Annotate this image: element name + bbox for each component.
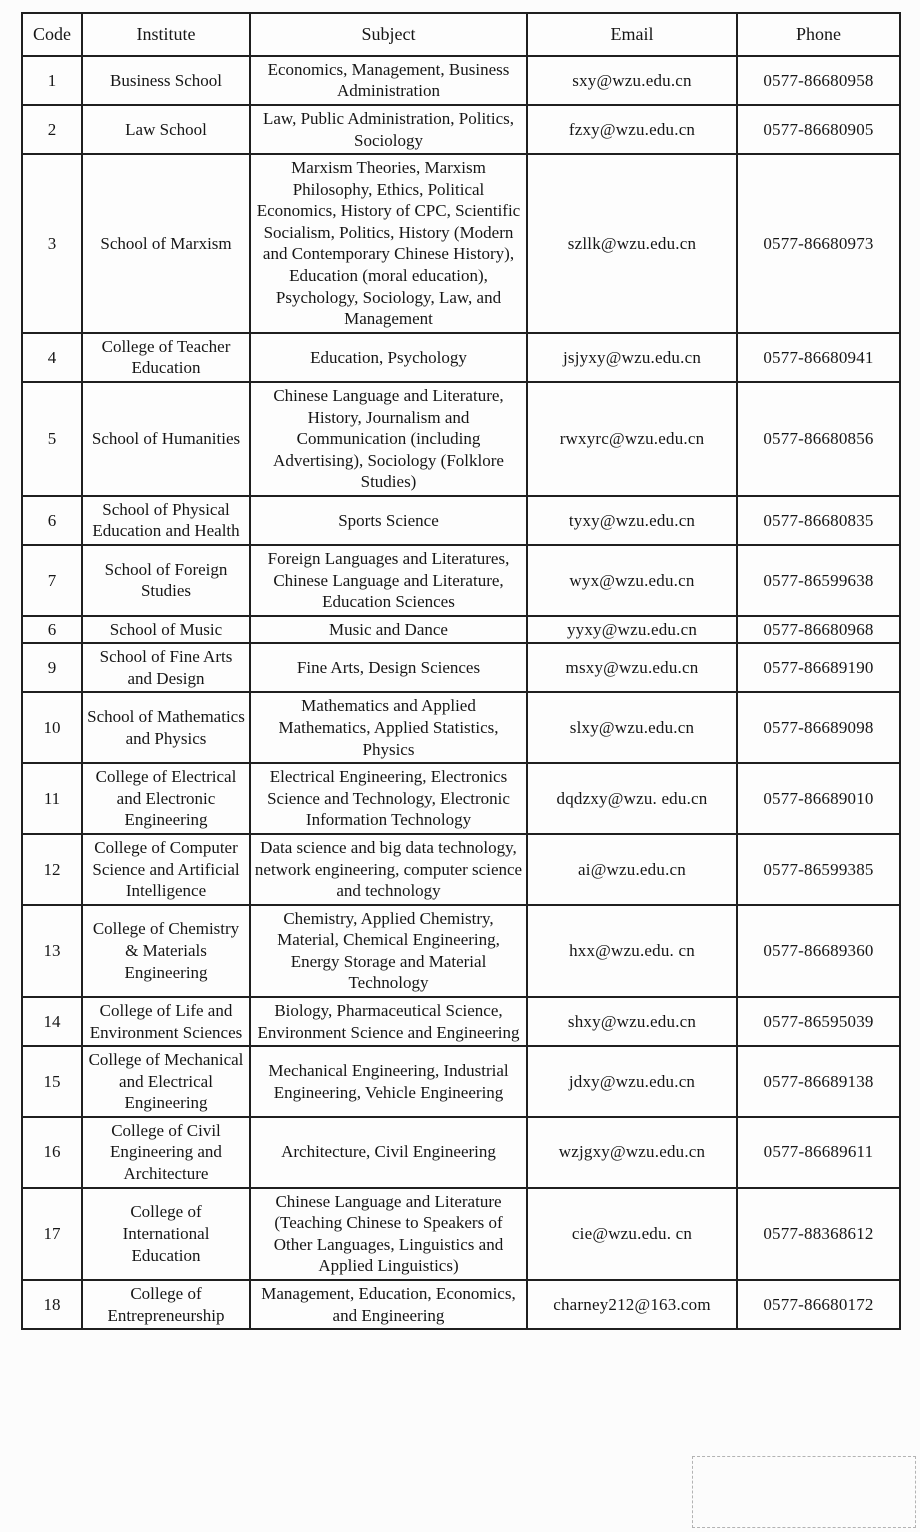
cell-subject: Electrical Engineering, Electronics Science and Technology, Electronic Information Technology xyxy=(250,763,527,834)
cell-subject: Economics, Management, Business Administration xyxy=(250,56,527,105)
cell-institute: College of Entrepreneurship xyxy=(82,1280,250,1329)
cell-phone: 0577-86680973 xyxy=(737,154,900,333)
cell-code: 4 xyxy=(22,333,82,382)
cell-email: slxy@wzu.edu.cn xyxy=(527,692,737,763)
table-row xyxy=(22,1117,900,1188)
cell-institute: College of Teacher Education xyxy=(82,333,250,382)
cell-phone: 0577-88368612 xyxy=(737,1188,900,1280)
cell-email: jsjyxy@wzu.edu.cn xyxy=(527,333,737,382)
cell-email: dqdzxy@wzu. edu.cn xyxy=(527,763,737,834)
cell-institute: College of Civil Engineering and Architecture xyxy=(82,1117,250,1188)
cell-subject: Chinese Language and Literature, History, Journalism and Communication (including Advertising), Sociology (Folklore Studies) xyxy=(250,382,527,496)
cell-code: 7 xyxy=(22,545,82,616)
cell-phone: 0577-86680172 xyxy=(737,1280,900,1329)
cell-subject: Sports Science xyxy=(250,496,527,545)
cell-subject: Chinese Language and Literature (Teaching Chinese to Speakers of Other Languages, Linguistics and Applied Linguistics) xyxy=(250,1188,527,1280)
cell-phone: 0577-86689138 xyxy=(737,1046,900,1117)
cell-phone: 0577-86689010 xyxy=(737,763,900,834)
cell-code: 12 xyxy=(22,834,82,905)
cell-institute: College of International Education xyxy=(82,1188,250,1280)
cell-email: hxx@wzu.edu. cn xyxy=(527,905,737,997)
cell-email: msxy@wzu.edu.cn xyxy=(527,643,737,692)
cell-institute: School of Music xyxy=(82,616,250,644)
header-row xyxy=(22,13,900,56)
cell-email: charney212@163.com xyxy=(527,1280,737,1329)
cell-code: 5 xyxy=(22,382,82,496)
cell-code: 18 xyxy=(22,1280,82,1329)
cell-subject: Mechanical Engineering, Industrial Engineering, Vehicle Engineering xyxy=(250,1046,527,1117)
cell-phone: 0577-86680958 xyxy=(737,56,900,105)
cell-institute: School of Mathematics and Physics xyxy=(82,692,250,763)
cell-subject: Fine Arts, Design Sciences xyxy=(250,643,527,692)
cell-email: wzjgxy@wzu.edu.cn xyxy=(527,1117,737,1188)
cell-institute: College of Life and Environment Sciences xyxy=(82,997,250,1046)
cell-email: ai@wzu.edu.cn xyxy=(527,834,737,905)
cell-email: wyx@wzu.edu.cn xyxy=(527,545,737,616)
cell-code: 2 xyxy=(22,105,82,154)
cell-email: szllk@wzu.edu.cn xyxy=(527,154,737,333)
cell-phone: 0577-86680905 xyxy=(737,105,900,154)
scan-watermark-overlay xyxy=(648,1448,920,1532)
cell-phone: 0577-86689190 xyxy=(737,643,900,692)
cell-subject: Architecture, Civil Engineering xyxy=(250,1117,527,1188)
cell-code: 16 xyxy=(22,1117,82,1188)
table-row xyxy=(22,643,900,692)
cell-phone: 0577-86595039 xyxy=(737,997,900,1046)
table-row xyxy=(22,382,900,496)
cell-institute: School of Humanities xyxy=(82,382,250,496)
cell-institute: College of Mechanical and Electrical Engineering xyxy=(82,1046,250,1117)
cell-institute: School of Fine Arts and Design xyxy=(82,643,250,692)
cell-code: 17 xyxy=(22,1188,82,1280)
cell-code: 14 xyxy=(22,997,82,1046)
cell-subject: Mathematics and Applied Mathematics, Applied Statistics, Physics xyxy=(250,692,527,763)
table-row xyxy=(22,763,900,834)
column-header-institute: Institute xyxy=(82,13,250,56)
cell-subject: Law, Public Administration, Politics, Sociology xyxy=(250,105,527,154)
cell-email: shxy@wzu.edu.cn xyxy=(527,997,737,1046)
table-row xyxy=(22,154,900,333)
cell-phone: 0577-86680835 xyxy=(737,496,900,545)
cell-institute: School of Physical Education and Health xyxy=(82,496,250,545)
cell-email: fzxy@wzu.edu.cn xyxy=(527,105,737,154)
table-row xyxy=(22,56,900,105)
table-row xyxy=(22,333,900,382)
cell-code: 3 xyxy=(22,154,82,333)
cell-institute: School of Foreign Studies xyxy=(82,545,250,616)
cell-phone: 0577-86680941 xyxy=(737,333,900,382)
cell-email: rwxyrc@wzu.edu.cn xyxy=(527,382,737,496)
cell-subject: Management, Education, Economics, and Engineering xyxy=(250,1280,527,1329)
cell-subject: Education, Psychology xyxy=(250,333,527,382)
cell-phone: 0577-86599385 xyxy=(737,834,900,905)
cell-institute: Law School xyxy=(82,105,250,154)
cell-code: 15 xyxy=(22,1046,82,1117)
cell-institute: School of Marxism xyxy=(82,154,250,333)
cell-institute: Business School xyxy=(82,56,250,105)
table-row xyxy=(22,545,900,616)
table-row xyxy=(22,834,900,905)
cell-subject: Music and Dance xyxy=(250,616,527,644)
column-header-phone: Phone xyxy=(737,13,900,56)
table-row xyxy=(22,1046,900,1117)
cell-email: cie@wzu.edu. cn xyxy=(527,1188,737,1280)
cell-institute: College of Chemistry & Materials Engineering xyxy=(82,905,250,997)
table-row xyxy=(22,105,900,154)
cell-subject: Marxism Theories, Marxism Philosophy, Ethics, Political Economics, History of CPC, Scientific Socialism, Politics, History (Modern and Contemporary Chinese History), Education (moral education), Psychology, Sociology, Law, and Management xyxy=(250,154,527,333)
cell-code: 10 xyxy=(22,692,82,763)
table-row xyxy=(22,692,900,763)
institute-contact-table xyxy=(21,12,901,1330)
cell-email: sxy@wzu.edu.cn xyxy=(527,56,737,105)
table-body xyxy=(22,56,900,1329)
column-header-code: Code xyxy=(22,13,82,56)
cell-code: 6 xyxy=(22,616,82,644)
column-header-subject: Subject xyxy=(250,13,527,56)
cell-phone: 0577-86689611 xyxy=(737,1117,900,1188)
cell-phone: 0577-86689360 xyxy=(737,905,900,997)
cell-phone: 0577-86680968 xyxy=(737,616,900,644)
cell-code: 9 xyxy=(22,643,82,692)
table-row xyxy=(22,1280,900,1329)
cell-email: jdxy@wzu.edu.cn xyxy=(527,1046,737,1117)
cell-code: 13 xyxy=(22,905,82,997)
table-row xyxy=(22,905,900,997)
cell-subject: Data science and big data technology, network engineering, computer science and technology xyxy=(250,834,527,905)
cell-institute: College of Computer Science and Artificial Intelligence xyxy=(82,834,250,905)
cell-code: 1 xyxy=(22,56,82,105)
cell-email: tyxy@wzu.edu.cn xyxy=(527,496,737,545)
cell-subject: Biology, Pharmaceutical Science, Environment Science and Engineering xyxy=(250,997,527,1046)
cell-code: 11 xyxy=(22,763,82,834)
cell-phone: 0577-86599638 xyxy=(737,545,900,616)
column-header-email: Email xyxy=(527,13,737,56)
cell-email: yyxy@wzu.edu.cn xyxy=(527,616,737,644)
cell-subject: Foreign Languages and Literatures, Chinese Language and Literature, Education Sciences xyxy=(250,545,527,616)
table-row xyxy=(22,1188,900,1280)
cell-subject: Chemistry, Applied Chemistry, Material, Chemical Engineering, Energy Storage and Material Technology xyxy=(250,905,527,997)
cell-phone: 0577-86689098 xyxy=(737,692,900,763)
cell-phone: 0577-86680856 xyxy=(737,382,900,496)
cell-institute: College of Electrical and Electronic Engineering xyxy=(82,763,250,834)
cell-code: 6 xyxy=(22,496,82,545)
table-row xyxy=(22,496,900,545)
table-row xyxy=(22,997,900,1046)
table-row xyxy=(22,616,900,644)
